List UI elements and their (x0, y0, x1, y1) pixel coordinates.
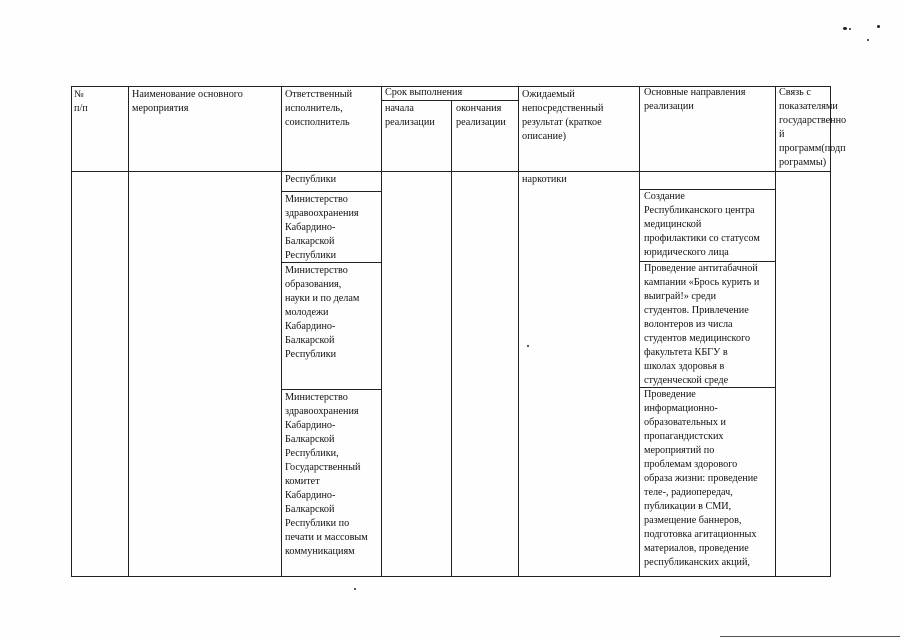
table-border (281, 86, 282, 577)
table-border (381, 100, 518, 101)
table-border (775, 86, 776, 577)
cell-responsible-2: Министерство здравоохранения Кабардино- Балкарской Республики (285, 194, 359, 261)
header-start: начала реализации (385, 103, 435, 128)
cell-result-1: наркотики (522, 174, 567, 185)
table-border (518, 86, 519, 577)
table-border (71, 86, 72, 577)
cell-direction-3: Проведение информационно- образовательных и пропагандистских мероприятий по проблемам здорового образа жизни: проведение теле-, радиопередач, публикации в СМИ, размещение баннеров, подготовка агитационных материалов, проведение республиканских акций, (644, 389, 758, 568)
header-term: Срок выполнения (385, 87, 463, 98)
table-border (639, 86, 640, 577)
table-border (128, 86, 129, 577)
header-link: Связь с показателями государственно й программ(подп рограммы) (779, 87, 847, 168)
cell-direction-2: Проведение антитабачной кампании «Брось курить и выиграй!» среди студентов. Привлечение волонтеров из числа студентов медицинского факультета КБГУ в школах здоровья в студенческой среде (644, 263, 760, 386)
cell-direction-1: Создание Республиканского центра медицинской профилактики со статусом юридического лица (644, 191, 760, 258)
cell-responsible-1: Республики (285, 174, 337, 185)
table-border (282, 191, 381, 192)
header-end: окончания реализации (456, 103, 506, 128)
header-num: № п/п (74, 89, 88, 114)
cell-responsible-4: Министерство здравоохранения Кабардино- Балкарской Республики, Государственный комитет Кабардино- Балкарской Республики по печати и массовым коммуникациям (285, 392, 368, 557)
table-border (451, 100, 452, 577)
header-name: Наименование основного мероприятия (132, 89, 243, 114)
header-directions: Основные направления реализации (644, 87, 746, 112)
cell-responsible-3: Министерство образования, науки и по делам молодежи Кабардино- Балкарской Республики (285, 265, 360, 360)
header-responsible: Ответственный исполнитель, соисполнитель (285, 89, 353, 128)
header-result: Ожидаемый непосредственный результат (краткое описание) (522, 89, 604, 142)
table-border (282, 389, 381, 390)
table-border (381, 86, 382, 577)
